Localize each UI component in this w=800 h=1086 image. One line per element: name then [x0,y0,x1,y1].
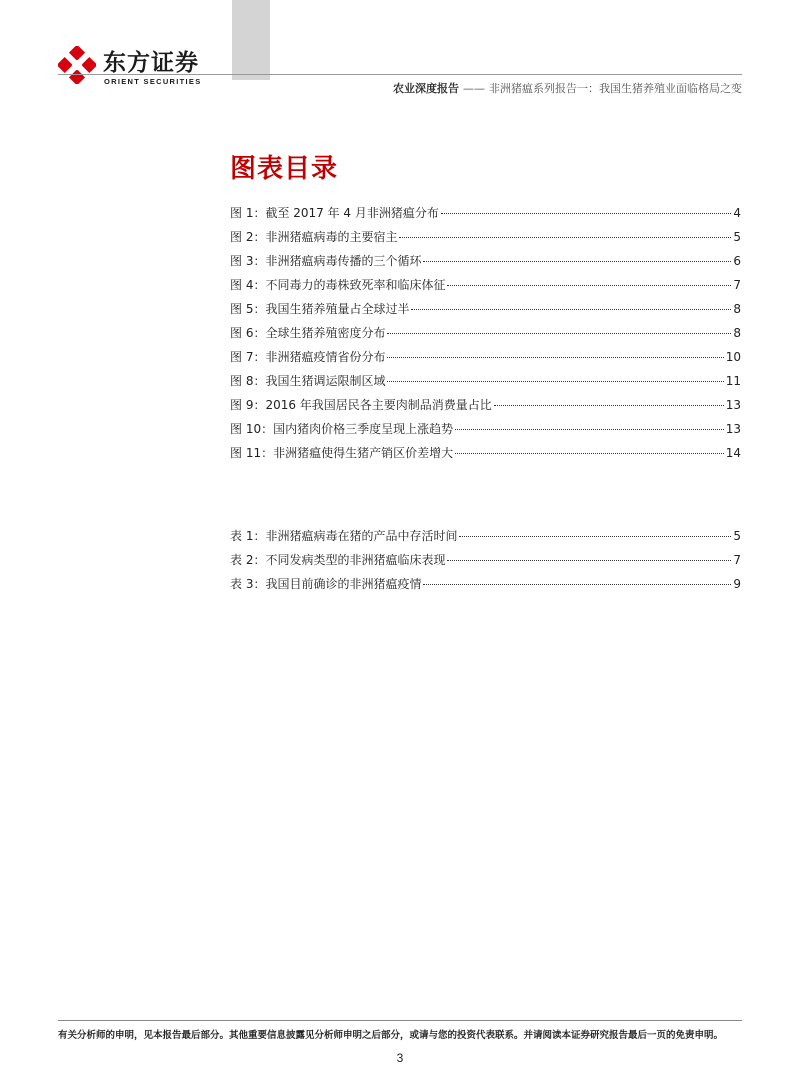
toc-entry-label[interactable]: 图 8：我国生猪调运限制区域 [230,374,386,388]
figure-toc-entry[interactable] [230,372,741,396]
toc-page-number[interactable]: 13 [725,398,741,412]
toc-leader-dots [423,584,731,585]
company-logo [58,40,258,96]
figure-toc-entry[interactable] [230,444,741,468]
header-divider [58,74,742,75]
toc-leader-dots [494,405,724,406]
toc-page-number[interactable]: 4 [733,206,741,220]
toc-entry-label[interactable]: 图 1：截至 2017 年 4 月非洲猪瘟分布 [230,206,439,220]
figure-toc-entry[interactable] [230,252,741,276]
toc-leader-dots [447,285,731,286]
footer-divider [58,1020,742,1021]
toc-entry-label[interactable]: 图 4：不同毒力的毒株致死率和临床体征 [230,278,446,292]
toc-leader-dots [387,333,731,334]
toc-entry-label[interactable]: 图 7：非洲猪瘟疫情省份分布 [230,350,386,364]
toc-page-number[interactable]: 8 [733,302,741,316]
page-number: 3 [396,1051,404,1065]
figure-list [230,204,741,468]
toc-page-number[interactable]: 8 [733,326,741,340]
toc-page-number[interactable]: 7 [733,553,741,567]
orient-logo-icon [58,46,96,84]
toc-page-number[interactable]: 7 [733,278,741,292]
figure-toc-entry[interactable] [230,276,741,300]
toc-entry-label[interactable]: 图 10：国内猪肉价格三季度呈现上涨趋势 [230,422,454,436]
toc-entry-label[interactable]: 图 2：非洲猪瘟病毒的主要宿主 [230,230,398,244]
toc-leader-dots [455,453,724,454]
figure-toc-entry[interactable] [230,300,741,324]
toc-entry-label[interactable]: 表 1：非洲猪瘟病毒在猪的产品中存活时间 [230,529,458,543]
toc-page-number[interactable]: 5 [733,230,741,244]
toc-page-number[interactable]: 11 [725,374,741,388]
table-toc-entry[interactable] [230,551,741,575]
toc-page-number[interactable]: 13 [725,422,741,436]
figure-toc-entry[interactable] [230,420,741,444]
table-toc-entry[interactable] [230,575,741,599]
logo-chinese-name: 东方证券 [103,50,199,76]
toc-page-number[interactable]: 14 [725,446,741,460]
figure-toc-entry[interactable] [230,204,741,228]
toc-leader-dots [441,213,731,214]
toc-entry-label[interactable]: 表 3：我国目前确诊的非洲猪瘟疫情 [230,577,422,591]
toc-leader-dots [387,357,723,358]
toc-leader-dots [399,237,731,238]
figure-toc-entry[interactable] [230,324,741,348]
toc-entry-label[interactable]: 图 6：全球生猪养殖密度分布 [230,326,386,340]
footer-disclaimer: 有关分析师的申明，见本报告最后部分。其他重要信息披露见分析师申明之后部分，或请与您的投资代表联系。并请阅读本证券研究报告最后一页的免责申明。 [58,1030,724,1041]
toc-leader-dots [387,381,723,382]
logo-english-name: ORIENT SECURITIES [104,77,202,86]
toc-leader-dots [459,536,731,537]
toc-page-number[interactable]: 10 [725,350,741,364]
report-title: 非洲猪瘟系列报告一：我国生猪养殖业面临格局之变 [489,82,742,95]
toc-entry-label[interactable]: 表 2：不同发病类型的非洲猪瘟临床表现 [230,553,446,567]
table-toc-entry[interactable] [230,527,741,551]
figure-toc-entry[interactable] [230,348,741,372]
toc-leader-dots [455,429,724,430]
toc-page-number[interactable]: 6 [733,254,741,268]
header-dash: —— [463,82,485,95]
figure-toc-entry[interactable] [230,228,741,252]
toc-page-number[interactable]: 9 [733,577,741,591]
toc-entry-label[interactable]: 图 9：2016 年我国居民各主要肉制品消费量占比 [230,398,492,412]
toc-leader-dots [423,261,731,262]
toc-leader-dots [447,560,731,561]
table-list [230,527,741,599]
toc-page-number[interactable]: 5 [733,529,741,543]
toc-entry-label[interactable]: 图 5：我国生猪养殖量占全球过半 [230,302,410,316]
report-type: 农业深度报告 [393,82,459,95]
toc-entry-label[interactable]: 图 3：非洲猪瘟病毒传播的三个循环 [230,254,422,268]
figure-toc-entry[interactable] [230,396,741,420]
page-title: 图表目录 [230,154,339,184]
toc-leader-dots [411,309,731,310]
toc-entry-label[interactable]: 图 11：非洲猪瘟使得生猪产销区价差增大 [230,446,454,460]
running-header [393,80,742,96]
